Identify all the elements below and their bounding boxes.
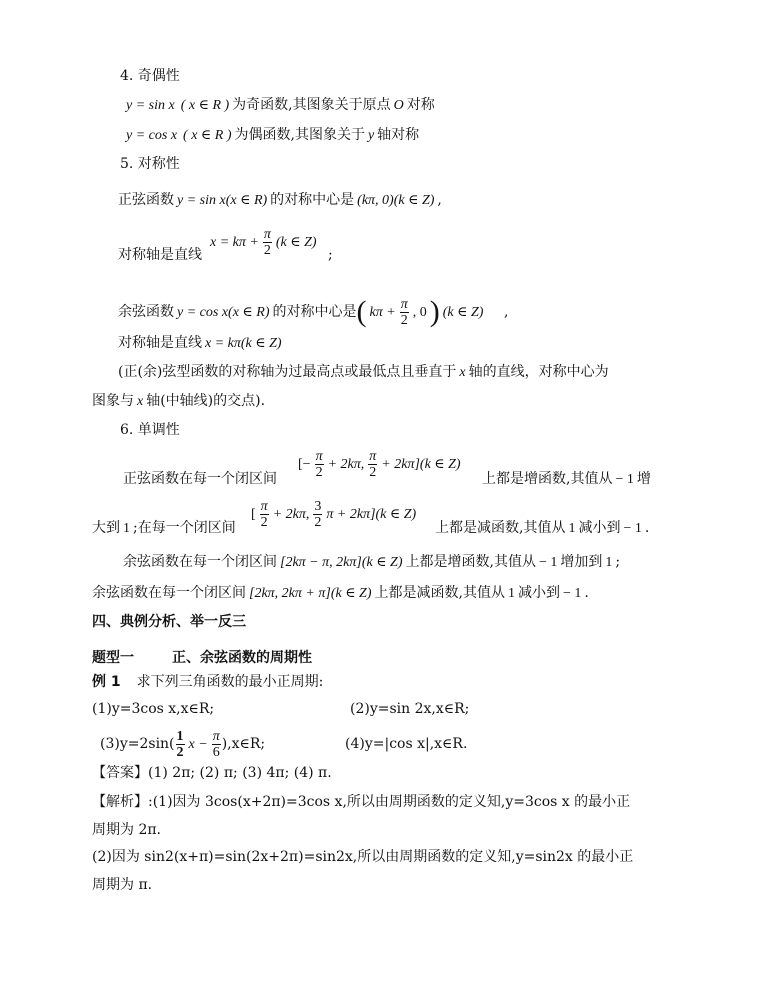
formula: + 2kπ](k ∈ Z): [381, 457, 461, 472]
parity-sin-line: [123, 95, 435, 116]
formula: [−: [298, 457, 311, 472]
formula: − 1: [562, 586, 582, 601]
item-2: (2)y=sin 2x,x∈R;: [350, 701, 470, 717]
formula: , 0: [412, 305, 427, 320]
text: 余弦函数: [118, 304, 174, 320]
formula: [2kπ, 2kπ + π](k ∈ Z): [249, 586, 372, 601]
formula: x = kπ(k ∈ Z): [205, 336, 282, 351]
formula: + 2kπ,: [272, 507, 310, 522]
text: 减小到: [578, 520, 621, 536]
formula: y: [367, 128, 375, 143]
formula: 1: [123, 521, 130, 536]
fraction-num: π: [260, 498, 268, 514]
formula: y = cos x(x ∈ R): [177, 305, 270, 320]
fraction-den: 6: [212, 744, 220, 760]
formula: O: [393, 98, 404, 113]
paren-open: (: [356, 295, 367, 328]
fraction-den: 2: [369, 464, 377, 480]
analysis-line-2: 周期为 2π.: [92, 822, 162, 838]
sin-center-line: [118, 190, 442, 211]
text: 轴的直线，对称中心为: [468, 364, 609, 380]
formula: x: [459, 365, 466, 380]
item-3: [100, 727, 265, 762]
formula: ( x ∈ R ): [183, 128, 232, 143]
text: 大到: [92, 520, 120, 536]
text: 的对称中心是: [270, 192, 355, 208]
formula: (k ∈ Z): [275, 235, 317, 250]
fraction-den: 2: [314, 514, 322, 530]
text: ,: [437, 192, 442, 208]
fraction-den: 2: [260, 514, 268, 530]
item-4: (4)y=|cos x|,x∈R.: [345, 736, 468, 752]
fraction-den: 2: [263, 242, 271, 258]
fraction-num: π: [212, 728, 220, 744]
text: 为偶函数,其图象关于: [234, 127, 365, 143]
text: .: [644, 520, 650, 536]
formula: x = kπ +: [210, 235, 259, 250]
text: ;: [615, 554, 621, 570]
fraction-den: 2: [176, 744, 184, 760]
text: 轴(中轴线)的交点).: [146, 393, 266, 409]
item-1: (1)y=3cos x,x∈R;: [92, 701, 215, 717]
sin-axis-label: 对称轴是直线: [118, 247, 202, 263]
p4-line: [92, 583, 589, 604]
p3-line: [123, 552, 620, 573]
section-heading: 四、典例分析、举一反三: [92, 614, 246, 630]
interval-formula: [248, 496, 419, 533]
text: 求下列三角函数的最小正周期:: [136, 674, 324, 690]
heading-symmetry: 5. 对称性: [120, 156, 180, 172]
type-label: 题型一: [92, 650, 134, 666]
formula: 1: [507, 586, 515, 601]
formula: x −: [188, 737, 208, 752]
text: 对称轴是直线: [118, 335, 202, 351]
fraction: [313, 499, 322, 530]
formula: − 1: [623, 521, 642, 536]
analysis-text: :(1)因为 3cos(x+2π)=3cos x,所以由周期函数的定义知,y=3cos x 的最小正: [148, 794, 631, 810]
text: .: [584, 585, 589, 601]
text: 上都是增函数,其值从: [482, 471, 613, 487]
answer-text: (1) 2π; (2) π; (3) 4π; (4) π.: [148, 765, 332, 781]
formula: kπ +: [369, 305, 396, 320]
formula: x: [137, 394, 144, 409]
analysis-label: 【解析】: [92, 794, 148, 810]
text: 增加到: [560, 554, 603, 570]
fraction: [368, 449, 377, 480]
formula: y = sin x(x ∈ R): [177, 193, 268, 208]
text: 轴对称: [377, 127, 420, 143]
formula: 1: [605, 555, 613, 570]
fraction-den: 2: [400, 312, 408, 328]
cos-axis-line: [118, 333, 285, 354]
text: (正(余)弦型函数的对称轴为过最高点或最低点且垂直于: [118, 364, 457, 380]
formula: − 1: [615, 472, 634, 487]
formula: π + 2kπ](k ∈ Z): [326, 507, 417, 522]
text: ),x∈R;: [221, 736, 266, 752]
formula: [: [251, 507, 256, 522]
fraction-den: 2: [315, 464, 323, 480]
text: 余弦函数在每一个闭区间: [123, 554, 277, 570]
fraction: [212, 729, 221, 760]
p2-tail: [435, 518, 649, 539]
heading-parity: 4. 奇偶性: [120, 68, 180, 84]
punct: ,: [504, 304, 509, 320]
example-label: 例 1: [92, 674, 121, 690]
analysis-line-4: 周期为 π.: [92, 877, 153, 893]
fraction-num: π: [263, 226, 271, 242]
type-title: 正、余弦函数的周期性: [172, 650, 312, 666]
p1-tail: [482, 469, 651, 490]
text: 正弦函数在每一个闭区间: [123, 471, 277, 487]
note-line-1: [118, 362, 609, 383]
fraction-num: 3: [314, 498, 322, 514]
paren-close: ): [429, 295, 440, 328]
analysis-line-3: (2)因为 sin2(x+π)=sin(2x+2π)=sin2x,所以由周期函数的定义知,y=sin2x 的最小正: [92, 849, 634, 865]
text: 图象与: [92, 393, 134, 409]
fraction: [315, 449, 324, 480]
text: 上都是减函数,其值从: [435, 520, 566, 536]
heading-monotonicity: 6. 单调性: [120, 422, 180, 438]
interval-formula: [295, 446, 464, 483]
answer-line: [92, 763, 332, 783]
fraction: [176, 729, 185, 760]
text: 上都是减函数,其值从: [374, 585, 505, 601]
example-line: [92, 672, 323, 692]
parity-cos-line: [123, 125, 419, 146]
text: 对称: [406, 97, 435, 113]
fraction: [263, 227, 272, 258]
text: 上都是增函数,其值从: [405, 554, 536, 570]
formula: (kπ, 0)(k ∈ Z): [357, 193, 435, 208]
text: 增: [636, 471, 651, 487]
text: (3)y=2sin(: [100, 736, 175, 752]
text: 的对称中心是: [272, 304, 357, 320]
p2-head: [92, 518, 236, 539]
formula: ( x ∈ R ): [180, 98, 230, 113]
text: 余弦函数在每一个闭区间: [92, 585, 246, 601]
formula: 1: [568, 521, 576, 536]
note-line-2: [92, 391, 265, 412]
answer-label: 【答案】: [92, 765, 148, 781]
text: 减小到: [517, 585, 560, 601]
formula: y = cos x: [126, 128, 178, 143]
fraction: [400, 297, 409, 328]
cos-center-line: [118, 294, 486, 331]
formula: (k ∈ Z): [442, 305, 484, 320]
fraction: [260, 499, 269, 530]
fraction-num: π: [400, 296, 408, 312]
formula: y = sin x: [126, 98, 175, 113]
text: 正弦函数: [118, 192, 174, 208]
sin-axis-formula: [207, 226, 320, 259]
formula: − 1: [538, 555, 558, 570]
formula: + 2kπ,: [327, 457, 365, 472]
text: 为奇函数,其图象关于原点: [232, 97, 391, 113]
fraction-num: π: [315, 448, 323, 464]
fraction-num: 1: [176, 728, 184, 744]
fraction-num: π: [369, 448, 377, 464]
analysis-line-1: [92, 792, 630, 812]
text: ;在每一个闭区间: [133, 520, 236, 536]
formula: [2kπ − π, 2kπ](k ∈ Z): [280, 555, 403, 570]
punct: ;: [328, 247, 333, 263]
